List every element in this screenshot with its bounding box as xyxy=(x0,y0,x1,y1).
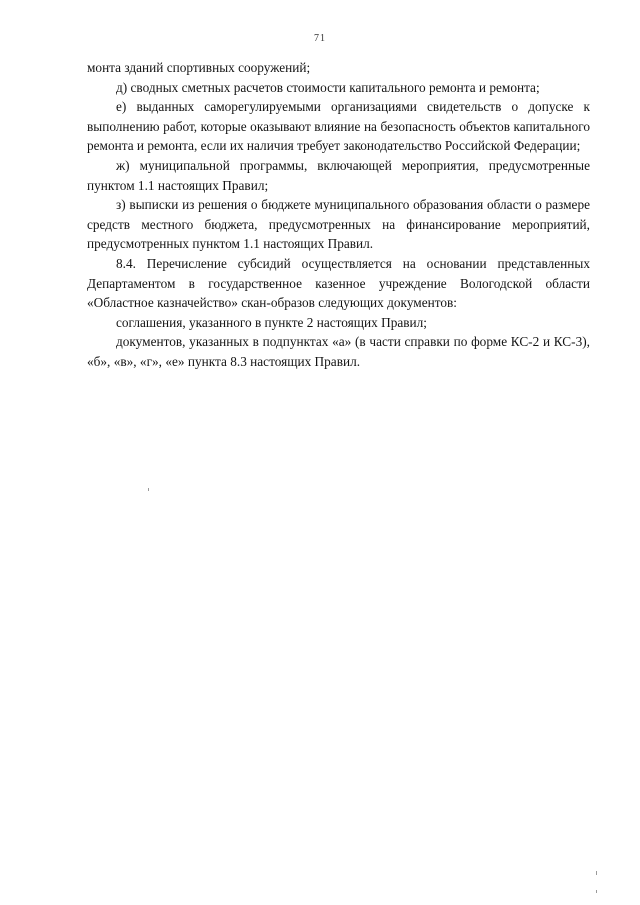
paragraph-agreement: соглашения, указанного в пункте 2 настоящих Правил; xyxy=(116,314,427,330)
paragraph-documents: документов, указанных в подпунктах «а» (в части справки по форме КС-2 и КС-3), «б», «в», «г», «е» пункта 8.3 настоящих Правил. xyxy=(87,334,590,369)
document-body xyxy=(87,58,590,372)
scan-artifact xyxy=(596,890,597,893)
scan-artifact xyxy=(596,871,597,875)
page-number: 71 xyxy=(314,33,326,44)
paragraph-8-4: 8.4. Перечисление субсидий осуществляется на основании представленных Департаментом в государственное казенное учреждение Вологодской области «Областное казначейство» скан-образов следующих документов: xyxy=(87,255,590,311)
scan-artifact xyxy=(148,488,149,491)
paragraph-item-zh: ж) муниципальной программы, включающей мероприятия, предусмотренные пунктом 1.1 настоящих Правил; xyxy=(87,157,590,193)
paragraph-item-d: д) сводных сметных расчетов стоимости капитального ремонта и ремонта; xyxy=(116,79,540,95)
paragraph-item-z: з) выписки из решения о бюджете муниципального образования области о размере средств местного бюджета, предусмотренных на финансирование мероприятий, предусмотренных пунктом 1.1 настоящих Правил. xyxy=(87,197,590,252)
paragraph-continuation: монта зданий спортивных сооружений; xyxy=(87,60,311,75)
paragraph-item-e: е) выданных саморегулируемыми организациями свидетельств о допуске к выполнению работ, которые оказывают влияние на безопасность объектов капитального ремонта и ремонта, если их наличия требует законодательство Российской Федерации; xyxy=(87,99,590,154)
